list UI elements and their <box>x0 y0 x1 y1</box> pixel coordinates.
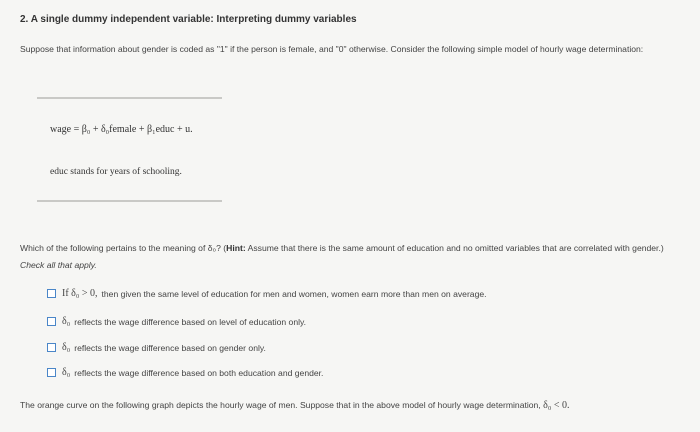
checkbox-icon[interactable] <box>47 289 56 298</box>
option-4-lead: δ₀ <box>62 367 71 378</box>
divider-top <box>37 97 222 99</box>
option-1-lead: If δ₀ > 0, <box>62 288 98 299</box>
option-1-text: then given the same level of education for men and women, women earn more than men on average. <box>101 288 487 299</box>
question-prompt <box>20 240 675 274</box>
checkbox-icon[interactable] <box>47 343 56 352</box>
hint-text: Assume that there is the same amount of education and no omitted variables that are correlated with gender.) <box>245 243 664 253</box>
question-intro: Suppose that information about gender is coded as "1" if the person is female, and "0" otherwise. Consider the following simple model of hourly wage determination: <box>20 44 644 54</box>
closing-text: The orange curve on the following graph depicts the hourly wage of men. Suppose that in the above model of hourly wage determination, <box>20 400 544 410</box>
option-3[interactable] <box>47 342 266 353</box>
hint-label: Hint: <box>226 243 246 253</box>
option-2[interactable] <box>47 316 306 327</box>
prompt-text: Which of the following pertains to the meaning of δ₀? ( <box>20 243 227 253</box>
option-2-text: reflects the wage difference based on level of education only. <box>74 316 307 327</box>
checkbox-icon[interactable] <box>47 368 56 377</box>
checkbox-icon[interactable] <box>47 317 56 326</box>
question-title: 2. A single dummy independent variable: Interpreting dummy variables <box>20 14 357 25</box>
option-3-lead: δ₀ <box>62 342 71 353</box>
option-4-text: reflects the wage difference based on both education and gender. <box>74 367 324 378</box>
model-equation: wage = β₀ + δ₀female + β₁educ + u. <box>50 124 193 135</box>
option-3-text: reflects the wage difference based on gender only. <box>74 342 266 353</box>
closing-math: δ₀ < 0. <box>543 400 570 411</box>
option-2-lead: δ₀ <box>62 316 71 327</box>
option-1[interactable] <box>47 288 487 299</box>
prompt-instruction: Check all that apply. <box>20 260 97 270</box>
divider-bottom <box>37 200 222 202</box>
graph-intro-text <box>20 400 685 411</box>
option-4[interactable] <box>47 367 323 378</box>
equation-note: educ stands for years of schooling. <box>50 167 182 177</box>
